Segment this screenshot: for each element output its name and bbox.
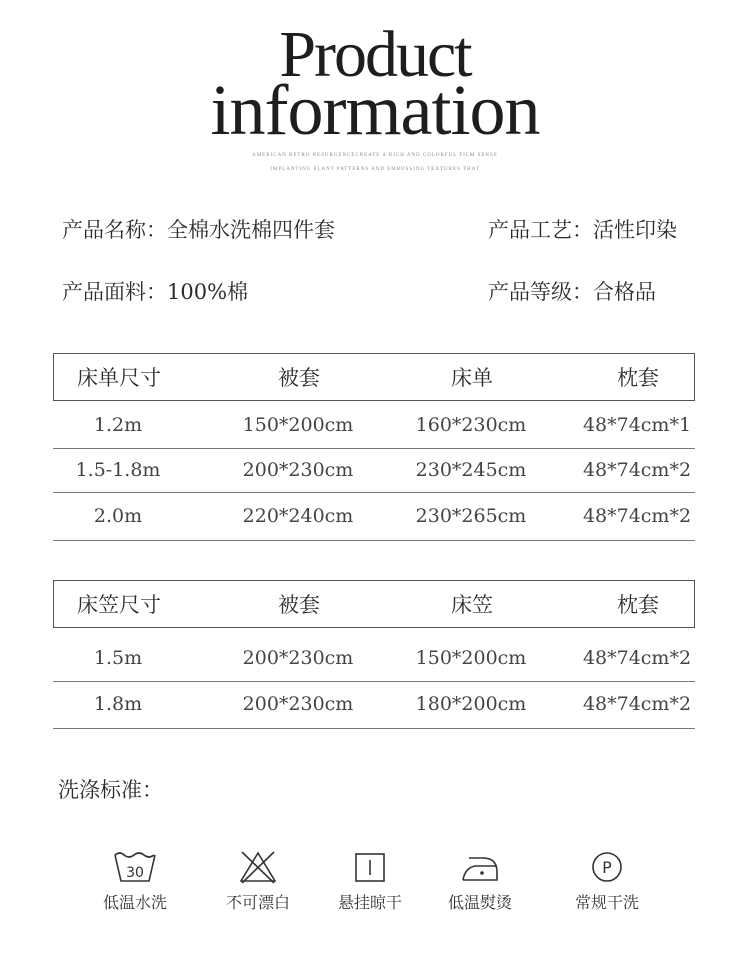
header-subtitle-line2: IMPLANTING PLANT PATTERNS AND EMBOSSING TEXTURES THAT (270, 167, 480, 172)
care-label: 低温熨烫 (447, 893, 512, 912)
care-item-low-temp-iron (425, 850, 535, 913)
header-title-line2: information (210, 70, 540, 150)
table-row (53, 448, 695, 492)
washing-instructions-title: 洗涤标准： (58, 778, 163, 802)
care-item-no-bleach (203, 850, 313, 913)
no-bleach-icon (235, 850, 281, 884)
table-cell: 48*74cm*1 (582, 414, 692, 436)
care-label: 低温水洗 (102, 893, 167, 912)
low-iron-icon (457, 850, 503, 884)
header-cell: 被套 (278, 593, 320, 617)
info-label: 产品工艺： (488, 218, 593, 242)
header-subtitle-line1: AMERICAN RETRO RESURGENCECREATE A RICH AND COLORFUL FILM SENSE (252, 153, 498, 158)
table-cell: 1.2m (93, 414, 143, 436)
row-divider (53, 728, 695, 729)
dry-clean-icon (584, 850, 630, 884)
table-row (53, 636, 695, 680)
table-cell: 150*200cm (242, 414, 354, 436)
header-cell: 被套 (278, 366, 320, 390)
info-product-craft (488, 214, 677, 244)
info-value: 活性印染 (593, 218, 677, 242)
table-row (53, 493, 695, 539)
table-row (53, 681, 695, 727)
header-cell: 床单 (451, 366, 493, 390)
table-cell: 150*200cm (415, 647, 527, 669)
table-cell: 200*230cm (242, 459, 354, 481)
table-cell: 230*265cm (415, 505, 527, 527)
header-cell: 床笠尺寸 (77, 593, 161, 617)
dry-clean-letter: P (602, 858, 612, 877)
table-cell: 48*74cm*2 (582, 647, 692, 669)
table-cell: 48*74cm*2 (582, 505, 692, 527)
table-row (53, 403, 695, 447)
care-label: 常规干洗 (574, 893, 639, 912)
table-cell: 200*230cm (242, 647, 354, 669)
table-cell: 180*200cm (415, 693, 527, 715)
table-cell: 230*245cm (415, 459, 527, 481)
header-cell: 枕套 (617, 366, 659, 390)
wash-30-icon (112, 850, 158, 884)
care-label: 不可漂白 (225, 893, 290, 912)
header-cell: 枕套 (617, 593, 659, 617)
table-cell: 200*230cm (242, 693, 354, 715)
care-item-low-temp-wash (80, 850, 190, 913)
table-cell: 1.5m (93, 647, 143, 669)
row-divider (53, 540, 695, 541)
table-cell: 160*230cm (415, 414, 527, 436)
info-label: 产品等级： (488, 280, 593, 304)
info-value: 合格品 (593, 280, 656, 304)
wash-temperature: 30 (126, 865, 144, 881)
product-information-header (0, 0, 750, 185)
table-header (53, 353, 695, 401)
care-item-dry-clean (552, 850, 662, 913)
table-cell: 220*240cm (242, 505, 354, 527)
info-product-name (62, 214, 335, 244)
table-cell: 48*74cm*2 (582, 459, 692, 481)
table-cell: 1.5-1.8m (75, 459, 161, 481)
table-cell: 1.8m (93, 693, 143, 715)
header-cell: 床单尺寸 (77, 366, 161, 390)
info-label: 产品名称： (62, 218, 167, 242)
care-item-hang-dry (315, 850, 425, 913)
info-label: 产品面料： (62, 280, 167, 304)
hang-dry-icon (347, 850, 393, 884)
info-product-grade (488, 276, 656, 306)
table-cell: 2.0m (93, 505, 143, 527)
care-label: 悬挂晾干 (337, 893, 402, 912)
table-header (53, 580, 695, 628)
header-title-line1: Product (279, 18, 471, 91)
header-cell: 床笠 (451, 593, 493, 617)
table-cell: 48*74cm*2 (582, 693, 692, 715)
info-product-fabric (62, 276, 248, 306)
info-value: 100%棉 (167, 280, 249, 304)
info-value: 全棉水洗棉四件套 (167, 218, 335, 242)
